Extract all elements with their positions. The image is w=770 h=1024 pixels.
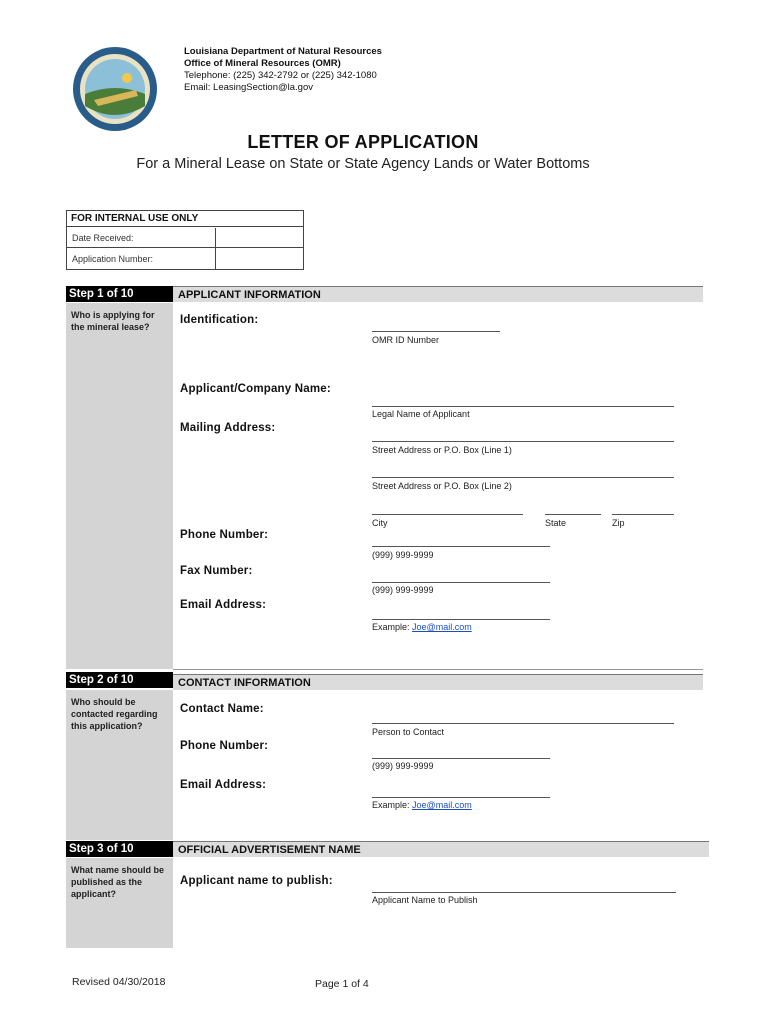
contact-name-caption: Person to Contact [372,727,445,737]
step-1-sidebar [66,303,173,669]
email-field[interactable] [372,619,550,620]
step-3-sidebar [66,858,173,948]
legal-name-caption: Legal Name of Applicant [372,409,470,419]
document-subtitle: For a Mineral Lease on State or State Agency Lands or Water Bottoms [136,156,590,172]
publish-name-label: Applicant name to publish: [180,875,333,887]
street-line1-caption: Street Address or P.O. Box (Line 1) [372,445,512,455]
omr-id-caption: OMR ID Number [372,335,440,345]
contact-phone-caption: (999) 999-9999 [372,761,434,771]
step-3-heading: OFFICIAL ADVERTISEMENT NAME [173,841,709,857]
email-label: Email Address: [180,599,267,611]
internal-use-box [66,210,304,270]
step-2-tag: Step 2 of 10 [66,672,173,688]
step-1-heading: APPLICANT INFORMATION [173,286,703,302]
step-3-question: What name should be published as the applicant? [71,865,165,899]
contact-email-example [372,800,472,810]
email-example-label: Example: [372,622,410,632]
step-2-sidebar [66,690,173,840]
office-name: Office of Mineral Resources (OMR) [184,58,341,69]
phone-caption: (999) 999-9999 [372,550,434,560]
mailing-address-label: Mailing Address: [180,422,276,434]
step-3-tag: Step 3 of 10 [66,841,173,857]
fax-label: Fax Number: [180,565,253,577]
contact-email-example-label: Example: [372,800,410,810]
internal-use-heading: FOR INTERNAL USE ONLY [67,211,303,227]
phone-label: Phone Number: [180,529,269,541]
page-number: Page 1 of 4 [315,978,369,990]
street-line2-caption: Street Address or P.O. Box (Line 2) [372,481,512,491]
step-1-question: Who is applying for the mineral lease? [71,310,155,332]
revised-date: Revised 04/30/2018 [72,976,166,988]
fax-caption: (999) 999-9999 [372,585,434,595]
fax-field[interactable] [372,582,550,583]
identification-label: Identification: [180,314,259,326]
zip-field[interactable] [612,514,674,515]
dnr-seal-logo [72,46,158,132]
internal-box-divider [215,228,216,269]
state-field[interactable] [545,514,601,515]
city-caption: City [372,518,388,528]
contact-name-label: Contact Name: [180,703,264,715]
application-number-label: Application Number: [72,254,154,264]
contact-phone-label: Phone Number: [180,740,269,752]
step-2-question: Who should be contacted regarding this application? [71,697,158,731]
contact-name-field[interactable] [372,723,674,724]
publish-name-field[interactable] [372,892,676,893]
city-field[interactable] [372,514,523,515]
zip-caption: Zip [612,518,625,528]
email-example [372,622,472,632]
state-caption: State [545,518,567,528]
contact-phone-field[interactable] [372,758,550,759]
street-line1-field[interactable] [372,441,674,442]
contact-email-field[interactable] [372,797,550,798]
date-received-label: Date Received: [67,228,303,248]
agency-name: Louisiana Department of Natural Resources [184,46,382,57]
step-2-rule [173,669,703,670]
agency-telephone: Telephone: (225) 342-2792 or (225) 342-1080 [184,70,377,81]
step-1-tag: Step 1 of 10 [66,286,173,302]
step-2-heading: CONTACT INFORMATION [173,674,703,690]
phone-field[interactable] [372,546,550,547]
contact-email-label: Email Address: [180,779,267,791]
agency-email: Email: LeasingSection@la.gov [184,82,313,93]
omr-id-field[interactable] [372,331,500,332]
street-line2-field[interactable] [372,477,674,478]
agency-header [184,46,382,94]
company-name-label: Applicant/Company Name: [180,383,331,395]
contact-email-example-link[interactable]: Joe@mail.com [412,800,472,810]
publish-name-caption: Applicant Name to Publish [372,895,478,905]
email-example-link[interactable]: Joe@mail.com [412,622,472,632]
document-title: LETTER OF APPLICATION [247,132,479,152]
legal-name-field[interactable] [372,406,674,407]
